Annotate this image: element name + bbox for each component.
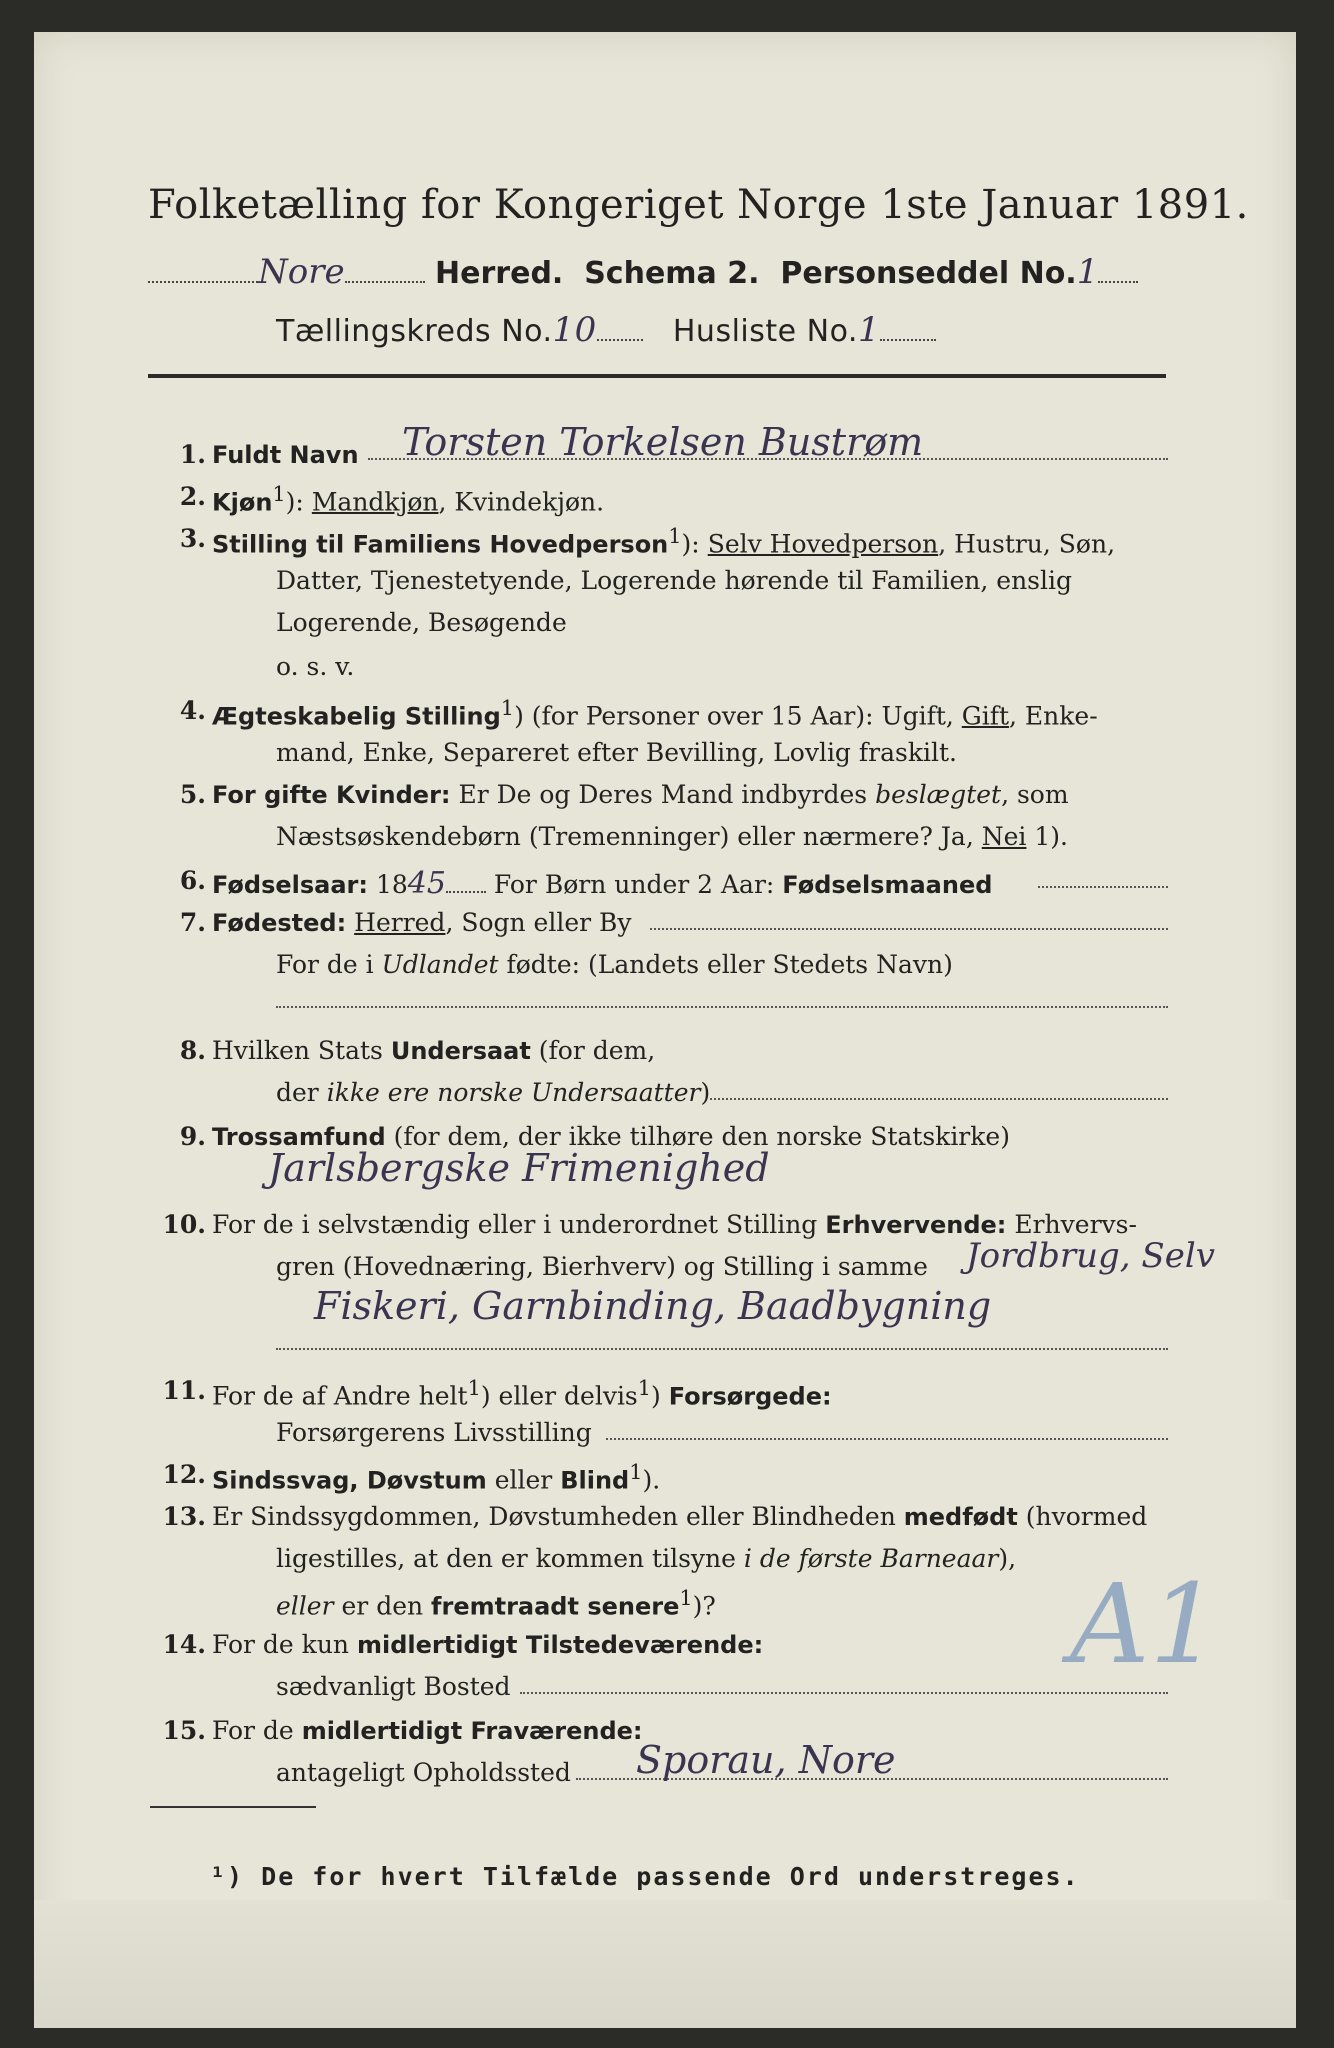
item-label: Fuldt Navn <box>212 441 359 469</box>
item-text: eller <box>494 1465 553 1495</box>
item-text: gren (Hovednæring, Bierhverv) og Stilling i samme <box>276 1252 928 1281</box>
item-text: , Enke- <box>1009 701 1098 731</box>
item-label: Fødselsmaaned <box>782 871 993 899</box>
absent-residence-value: Sporau, Nore <box>636 1738 896 1782</box>
item-text: Er Sindssygdommen, Døvstumheden eller Blindheden <box>212 1502 896 1531</box>
item-text: ) <box>700 1078 711 1107</box>
item-text: Næstsøskendebørn (Tremenninger) eller nærmere? Ja, <box>276 822 974 851</box>
dotted-leader <box>1038 886 1168 888</box>
item-text: ) (for Personer over 15 Aar): Ugift, <box>514 701 954 731</box>
selected-option: Selv Hovedperson <box>707 529 939 559</box>
item-label: Stilling til Familiens Hovedperson <box>212 530 669 559</box>
item-text: Udlandet <box>381 950 499 979</box>
item-text: )? <box>692 1591 716 1621</box>
item-label: Undersaat <box>390 1037 531 1065</box>
item-label: midlertidigt Fraværende: <box>301 1717 643 1745</box>
item-text: Datter, Tjenestetyende, Logerende hørende til Familien, enslig <box>276 566 1073 595</box>
item-number: 10. <box>162 1210 206 1239</box>
item-text: , Kvindekjøn. <box>438 487 605 517</box>
item-text: For de af Andre helt <box>212 1381 468 1411</box>
herred-line <box>148 252 1138 292</box>
taellingskreds-label: Tællingskreds No. <box>276 314 553 349</box>
full-name-value: Torsten Torkelsen Bustrøm <box>402 420 924 464</box>
footnote: ¹) De for hvert Tilfælde passende Ord understreges. <box>210 1862 1080 1891</box>
item-text: o. s. v. <box>276 652 355 681</box>
item-text: 1). <box>1034 822 1068 851</box>
item-label: midlertidigt Tilstedeværende: <box>356 1631 764 1659</box>
item-label: Forsørgede: <box>668 1382 832 1411</box>
husliste-value: 1 <box>857 310 881 350</box>
item-number: 11. <box>162 1376 206 1405</box>
item-label: Fødested: <box>212 909 347 937</box>
item-label: Blind <box>560 1466 630 1495</box>
item-number: 7. <box>179 908 206 937</box>
item-text: ) eller delvis <box>480 1381 638 1411</box>
item-label: fremtraadt senere <box>431 1592 680 1621</box>
item-number: 3. <box>179 524 206 553</box>
item-text: , Hustru, Søn, <box>938 529 1116 559</box>
item-text: eller <box>276 1591 334 1621</box>
item-text: For de <box>212 1716 294 1745</box>
item-number: 13. <box>162 1502 206 1531</box>
item-text: antageligt Opholdssted <box>276 1758 571 1787</box>
selected-option: Herred <box>354 908 446 937</box>
item-number: 2. <box>179 482 206 511</box>
header-rule <box>148 374 1166 378</box>
dotted-leader <box>276 1006 1168 1008</box>
item-text: sædvanligt Bosted <box>276 1672 511 1701</box>
selected-option: Mandkjøn <box>311 487 439 517</box>
personseddel-value: 1 <box>1076 252 1099 292</box>
item-text: Hvilken Stats <box>212 1036 383 1065</box>
taellingskreds-value: 10 <box>552 310 597 350</box>
schema-label: Schema 2. <box>584 256 760 291</box>
occupation-value-2: Fiskeri, Garnbinding, Baadbygning <box>314 1284 992 1328</box>
item-number: 5. <box>179 780 206 809</box>
footnote-ref: 1 <box>668 524 682 548</box>
item-text: (hvormed <box>1025 1502 1148 1531</box>
item-text: For de i selvstændig eller i underordnet Stilling <box>212 1210 818 1239</box>
dotted-leader <box>520 1692 1168 1694</box>
item-text: i de første Barneaar <box>743 1544 999 1573</box>
item-text: ), <box>998 1544 1017 1573</box>
item-text: mand, Enke, Separeret efter Bevilling, Lovlig fraskilt. <box>276 738 957 767</box>
taellingskreds-line <box>276 310 936 350</box>
item-text: , Sogn eller By <box>445 908 632 937</box>
form-title: Folketælling for Kongeriget Norge 1ste Januar 1891. <box>148 182 1249 228</box>
item-number: 4. <box>179 696 206 725</box>
item-number: 12. <box>162 1460 206 1489</box>
item-text: ligestilles, at den er kommen tilsyne <box>276 1544 736 1573</box>
item-text: ): <box>681 529 700 559</box>
selected-option: Nei <box>981 822 1027 851</box>
item-number: 14. <box>162 1630 206 1659</box>
dotted-leader <box>710 1098 1168 1100</box>
item-number: 6. <box>179 866 206 895</box>
occupation-value-1: Jordbrug, Selv <box>966 1236 1215 1276</box>
religion-value: Jarlsbergske Frimenighed <box>268 1146 770 1190</box>
item-label: Kjøn <box>212 488 273 517</box>
item-label: For gifte Kvinder: <box>212 781 451 809</box>
dotted-leader <box>606 1438 1168 1440</box>
birth-year-value: 45 <box>407 866 446 901</box>
item-text: For de i <box>276 950 374 979</box>
item-text: er den <box>341 1591 424 1621</box>
husliste-label: Husliste No. <box>672 314 858 349</box>
pencil-annotation: A1 <box>1070 1560 1220 1688</box>
year-prefix: 18 <box>375 870 408 899</box>
item-text: ikke ere norske Undersaatter <box>326 1078 701 1107</box>
item-label: Fødselsaar: <box>212 871 368 899</box>
item-text: For de kun <box>212 1630 350 1659</box>
item-text: Er De og Deres Mand indbyrdes <box>458 780 868 809</box>
paper-bottom-edge <box>34 1900 1296 2028</box>
item-label: Trossamfund <box>212 1123 386 1151</box>
item-text: Forsørgerens Livsstilling <box>276 1418 592 1447</box>
item-text: ): <box>285 487 304 517</box>
footnote-ref: 1 <box>272 482 286 506</box>
item-label: Sindssvag, Døvstum <box>212 1466 487 1495</box>
footnote-ref: 1 <box>500 696 515 720</box>
item-number: 1. <box>179 440 206 469</box>
personseddel-label: Personseddel No. <box>780 256 1077 291</box>
item-text: fødte: (Landets eller Stedets Navn) <box>506 950 953 979</box>
item-text: Erhvervs- <box>1014 1210 1137 1239</box>
item-text: beslægtet <box>875 780 1002 809</box>
item-text: ). <box>642 1465 661 1495</box>
item-label: medfødt <box>903 1503 1018 1531</box>
item-number: 9. <box>179 1122 206 1151</box>
dotted-leader <box>650 928 1168 930</box>
item-label: Ægteskabelig Stilling <box>212 702 501 731</box>
item-number: 15. <box>162 1716 206 1745</box>
item-text: (for dem, der ikke tilhøre den norske Statskirke) <box>393 1122 1010 1151</box>
item-text: For Børn under 2 Aar: <box>493 870 775 899</box>
item-text: , som <box>1001 780 1069 809</box>
item-label: Erhvervende: <box>825 1211 1007 1239</box>
selected-option: Gift <box>961 701 1010 731</box>
herred-label: Herred. <box>435 256 564 291</box>
footnote-rule <box>150 1806 316 1808</box>
item-text: der <box>276 1078 319 1107</box>
herred-value: Nore <box>258 252 345 292</box>
item-number: 8. <box>179 1036 206 1065</box>
item-text: (for dem, <box>538 1036 656 1065</box>
item-text: Logerende, Besøgende <box>276 608 567 637</box>
dotted-leader <box>276 1348 1168 1350</box>
